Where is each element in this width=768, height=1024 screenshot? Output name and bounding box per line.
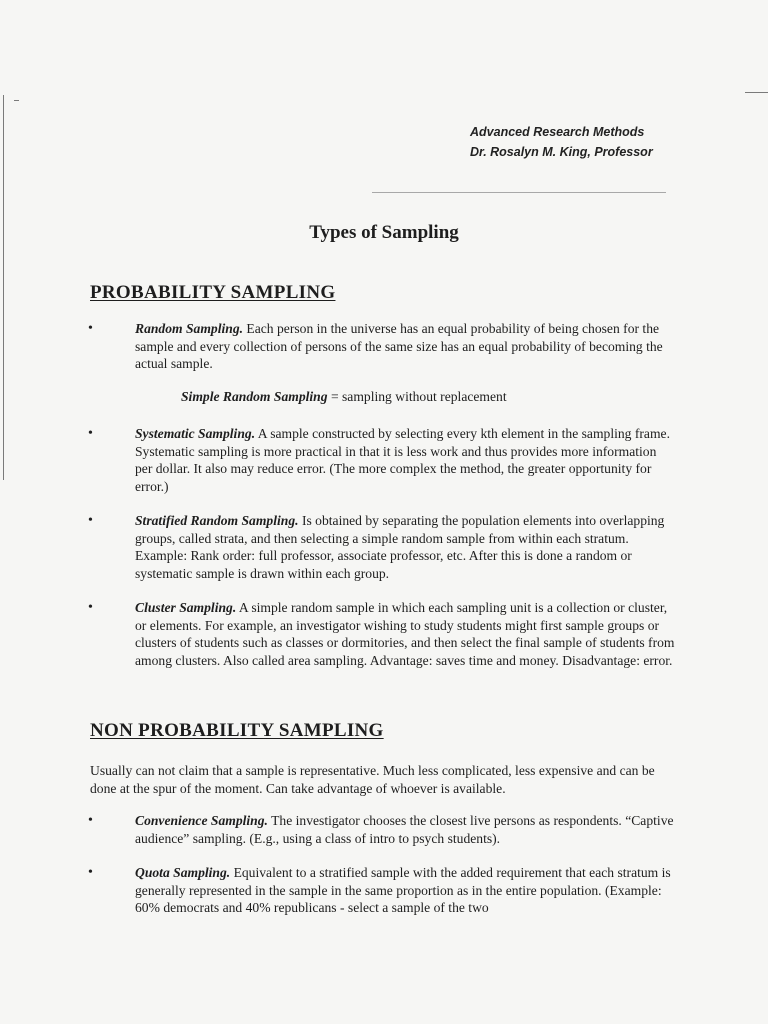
term-description: A simple random sample in which each sampling unit is a collection or cluster, or elements. For example, an investigator wishing to study students might first sample groups or clusters of students such as classes or dormitories, and then select the final sample of students from among clusters. Also called area sampling. Advantage: saves time and money. Disadvantage: error. <box>135 600 675 668</box>
header-divider <box>372 192 666 193</box>
bullet: • <box>88 865 93 880</box>
term-description: A sample constructed by selecting every kth element in the sampling frame. Systematic sampling is more practical in that it is less work and thus provides more information per dollar. It also may reduce error. (The more complex the method, the greater opportunity for error.) <box>135 426 670 494</box>
term-description: Each person in the universe has an equal probability of being chosen for the sample and every collection of persons of the same size has an equal probability of becoming the actual sample. <box>135 321 663 371</box>
list-item-cluster-sampling <box>135 599 675 669</box>
term-label: Stratified Random Sampling. <box>135 513 299 528</box>
list-item-convenience-sampling <box>135 812 675 847</box>
bullet: • <box>88 513 93 528</box>
term-label: Quota Sampling. <box>135 865 231 880</box>
term-description: Equivalent to a stratified sample with the added requirement that each stratum is generally represented in the sample in the same proportion as in the entire population. (Example: 60% democrats and 40% republicans - select a sample of the two <box>135 865 671 915</box>
bullet: • <box>88 321 93 336</box>
header-block <box>470 122 653 162</box>
list-item-quota-sampling <box>135 864 675 917</box>
term-label: Random Sampling. <box>135 321 244 336</box>
non-probability-intro: Usually can not claim that a sample is representative. Much less complicated, less expensive and can be done at the spur of the moment. Can take advantage of whoever is available. <box>90 763 655 796</box>
formula-line <box>181 389 507 405</box>
scan-edge-mark <box>14 100 19 101</box>
instructor-name: Dr. Rosalyn M. King, Professor <box>470 145 653 159</box>
term-description: Is obtained by separating the population elements into overlapping groups, called strata, and then selecting a simple random sample from within each stratum. Example: Rank order: full professor, associate professor, etc. After this is done a random or systematic sample is drawn within each group. <box>135 513 665 581</box>
bullet: • <box>88 813 93 828</box>
term-label: Systematic Sampling. <box>135 426 256 441</box>
term-label: Cluster Sampling. <box>135 600 237 615</box>
formula-term: Simple Random Sampling <box>181 389 328 404</box>
probability-sampling-heading: PROBABILITY SAMPLING <box>90 282 336 303</box>
term-label: Convenience Sampling. <box>135 813 268 828</box>
course-name: Advanced Research Methods <box>470 125 645 139</box>
term-description: The investigator chooses the closest live persons as respondents. “Captive audience” sampling. (E.g., using a class of intro to psych students). <box>135 813 674 846</box>
non-probability-sampling-heading: NON PROBABILITY SAMPLING <box>90 720 384 741</box>
list-item-random-sampling <box>135 320 675 373</box>
list-item-systematic-sampling <box>135 425 675 495</box>
bullet: • <box>88 600 93 615</box>
formula-text: = sampling without replacement <box>327 389 507 404</box>
page-title: Types of Sampling <box>309 222 459 243</box>
scan-edge-mark <box>745 92 768 93</box>
bullet: • <box>88 426 93 441</box>
scan-edge-mark <box>3 95 4 480</box>
list-item-stratified-random-sampling <box>135 512 675 582</box>
